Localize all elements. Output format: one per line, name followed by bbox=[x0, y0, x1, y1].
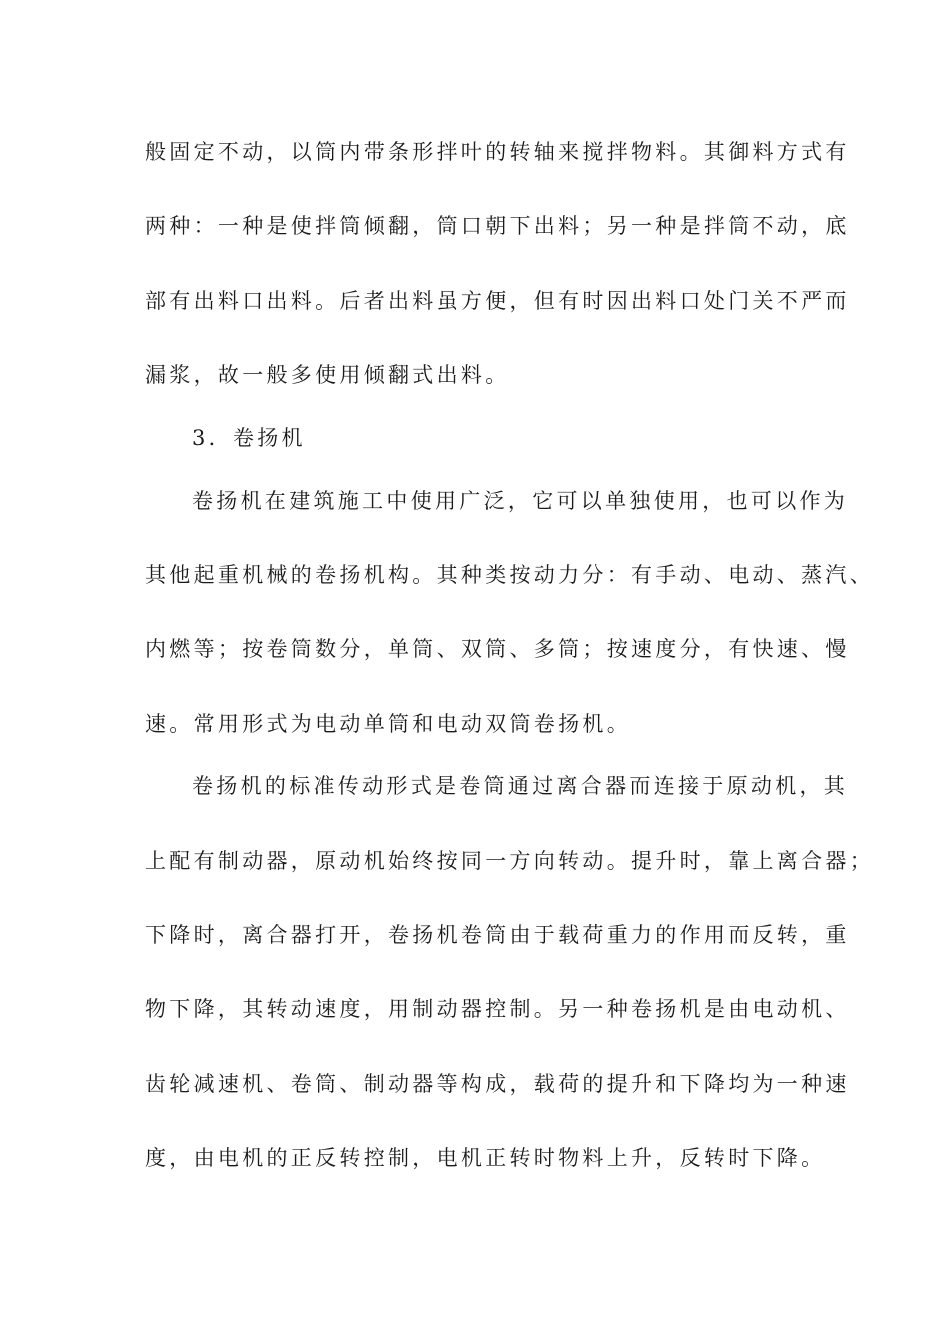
paragraph-line: 般固定不动，以筒内带条形拌叶的转轴来搅拌物料。其御料方式有 bbox=[145, 140, 850, 164]
paragraph-line: 漏浆，故一般多使用倾翻式出料。 bbox=[145, 363, 510, 387]
paragraph-line: 内燃等；按卷筒数分，单筒、双筒、多筒；按速度分，有快速、慢 bbox=[145, 637, 850, 661]
paragraph-line: 速。常用形式为电动单筒和电动双筒卷扬机。 bbox=[145, 712, 631, 736]
paragraph-line: 卷扬机的标准传动形式是卷筒通过离合器而连接于原动机，其 bbox=[192, 774, 849, 798]
section-heading: 3．卷扬机 bbox=[192, 426, 306, 450]
paragraph-line: 卷扬机在建筑施工中使用广泛，它可以单独使用，也可以作为 bbox=[192, 489, 849, 513]
paragraph-line: 上配有制动器，原动机始终按同一方向转动。提升时，靠上离合器； bbox=[145, 849, 874, 873]
paragraph-line: 物下降，其转动速度，用制动器控制。另一种卷扬机是由电动机、 bbox=[145, 997, 850, 1021]
paragraph-line: 两种：一种是使拌筒倾翻，筒口朝下出料；另一种是拌筒不动，底 bbox=[145, 214, 850, 238]
paragraph-line: 度，由电机的正反转控制，电机正转时物料上升，反转时下降。 bbox=[145, 1146, 826, 1170]
paragraph-line: 齿轮减速机、卷筒、制动器等构成，载荷的提升和下降均为一种速 bbox=[145, 1072, 850, 1096]
paragraph-line: 下降时，离合器打开，卷扬机卷筒由于载荷重力的作用而反转，重 bbox=[145, 923, 850, 947]
paragraph-line: 其他起重机械的卷扬机构。其种类按动力分：有手动、电动、蒸汽、 bbox=[145, 563, 874, 587]
paragraph-line: 部有出料口出料。后者出料虽方便，但有时因出料口处门关不严而 bbox=[145, 289, 850, 313]
